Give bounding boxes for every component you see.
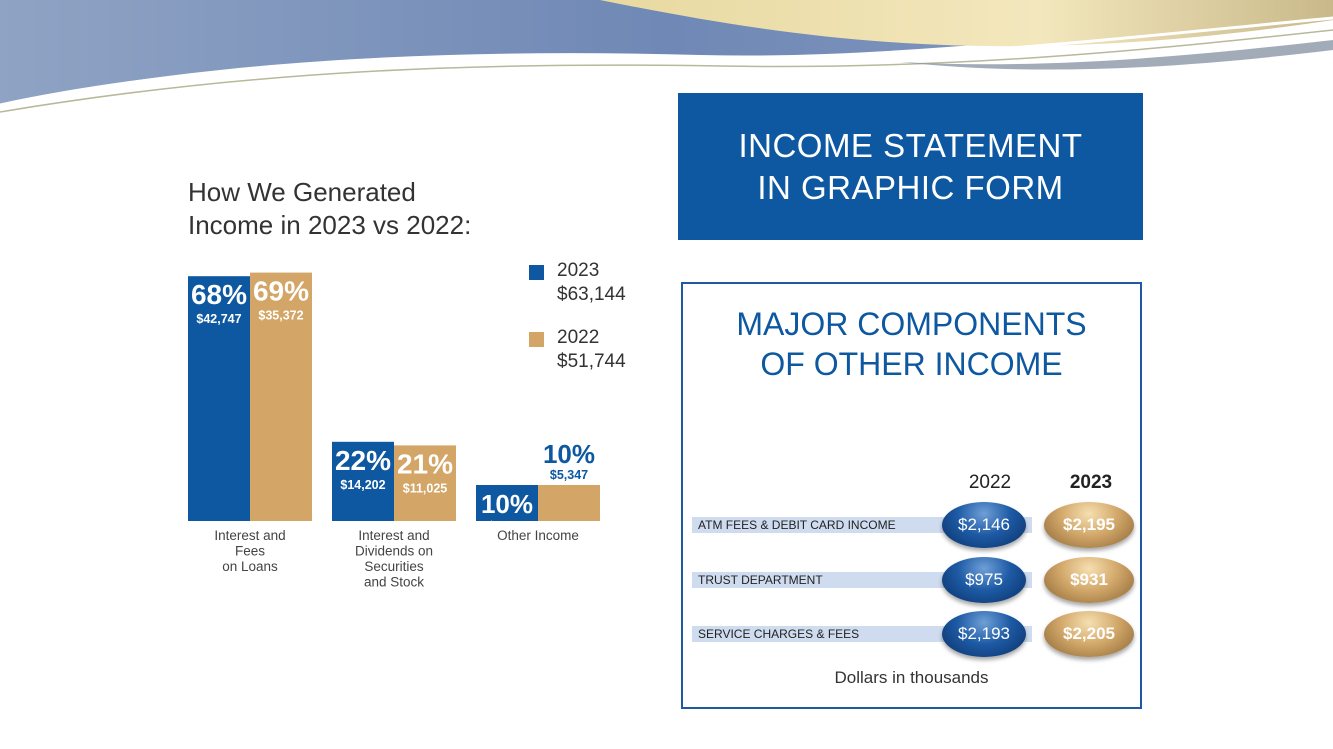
legend-total-2023: $63,144 (557, 284, 626, 305)
bar-chart (0, 0, 640, 620)
legend-total-2022: $51,744 (557, 351, 626, 372)
legend-swatch-2022 (529, 332, 544, 347)
bar-value-label: 21% (396, 448, 454, 480)
component-label: SERVICE CHARGES & FEES (698, 627, 860, 641)
bar-2022-2 (538, 485, 600, 521)
component-label: ATM FEES & DEBIT CARD INCOME (698, 518, 896, 532)
component-label: TRUST DEPARTMENT (698, 573, 823, 587)
category-label: Interest and (358, 528, 430, 543)
components-title-line-1: MAJOR COMPONENTS (736, 306, 1087, 342)
value-badge-2023: $2,205 (1044, 611, 1134, 657)
bar-amount-label: $42,747 (196, 312, 242, 327)
component-row-service-charges (692, 626, 1132, 642)
value-badge-2023: $931 (1044, 557, 1134, 603)
chart-title-line-1: How We Generated (188, 177, 416, 207)
category-label: Fees (234, 543, 266, 559)
bar-amount-label: $35,372 (258, 308, 304, 323)
bar-value-label: 10% (480, 489, 534, 519)
value-badge-2022: $975 (942, 557, 1026, 603)
components-title (683, 304, 1140, 384)
legend-swatch-2023 (529, 265, 544, 280)
chart-title-line-2: Income in 2023 vs 2022: (188, 210, 472, 240)
bar-amount-label: $11,025 (402, 481, 448, 496)
components-title-line-2: OF OTHER INCOME (760, 346, 1063, 382)
component-row-atm (692, 517, 1132, 533)
value-badge-2023: $2,195 (1044, 502, 1134, 548)
legend-label-2022: 2022 (557, 327, 600, 348)
header-line-1: INCOME STATEMENT (738, 126, 1083, 164)
bar-value-label: 22% (334, 444, 392, 476)
income-statement-header (678, 93, 1143, 240)
legend-label-2023: 2023 (557, 260, 600, 281)
bar-value-label: 10% (542, 439, 596, 469)
units-note: Dollars in thousands (834, 668, 989, 687)
value-badge-2022: $2,146 (942, 502, 1026, 548)
category-label: on Loans (222, 559, 278, 574)
bar-amount-label: $6,195 (487, 519, 527, 533)
year-header-2023: 2023 (1069, 472, 1113, 493)
year-header-2022: 2022 (968, 472, 1012, 493)
category-label: Securities (364, 559, 424, 574)
other-income-panel (681, 282, 1142, 709)
component-row-trust (692, 572, 1132, 588)
category-label: and Stock (363, 574, 425, 590)
bar-amount-label: $5,347 (549, 468, 589, 482)
category-label: Dividends on (354, 543, 434, 559)
bar-value-label: 69% (252, 275, 310, 307)
bar-amount-label: $14,202 (340, 477, 386, 492)
category-label: Interest and (214, 528, 286, 543)
header-line-2: IN GRAPHIC FORM (757, 168, 1064, 206)
bar-value-label: 68% (190, 279, 248, 311)
category-label: Other Income (497, 528, 579, 543)
value-badge-2022: $2,193 (942, 611, 1026, 657)
